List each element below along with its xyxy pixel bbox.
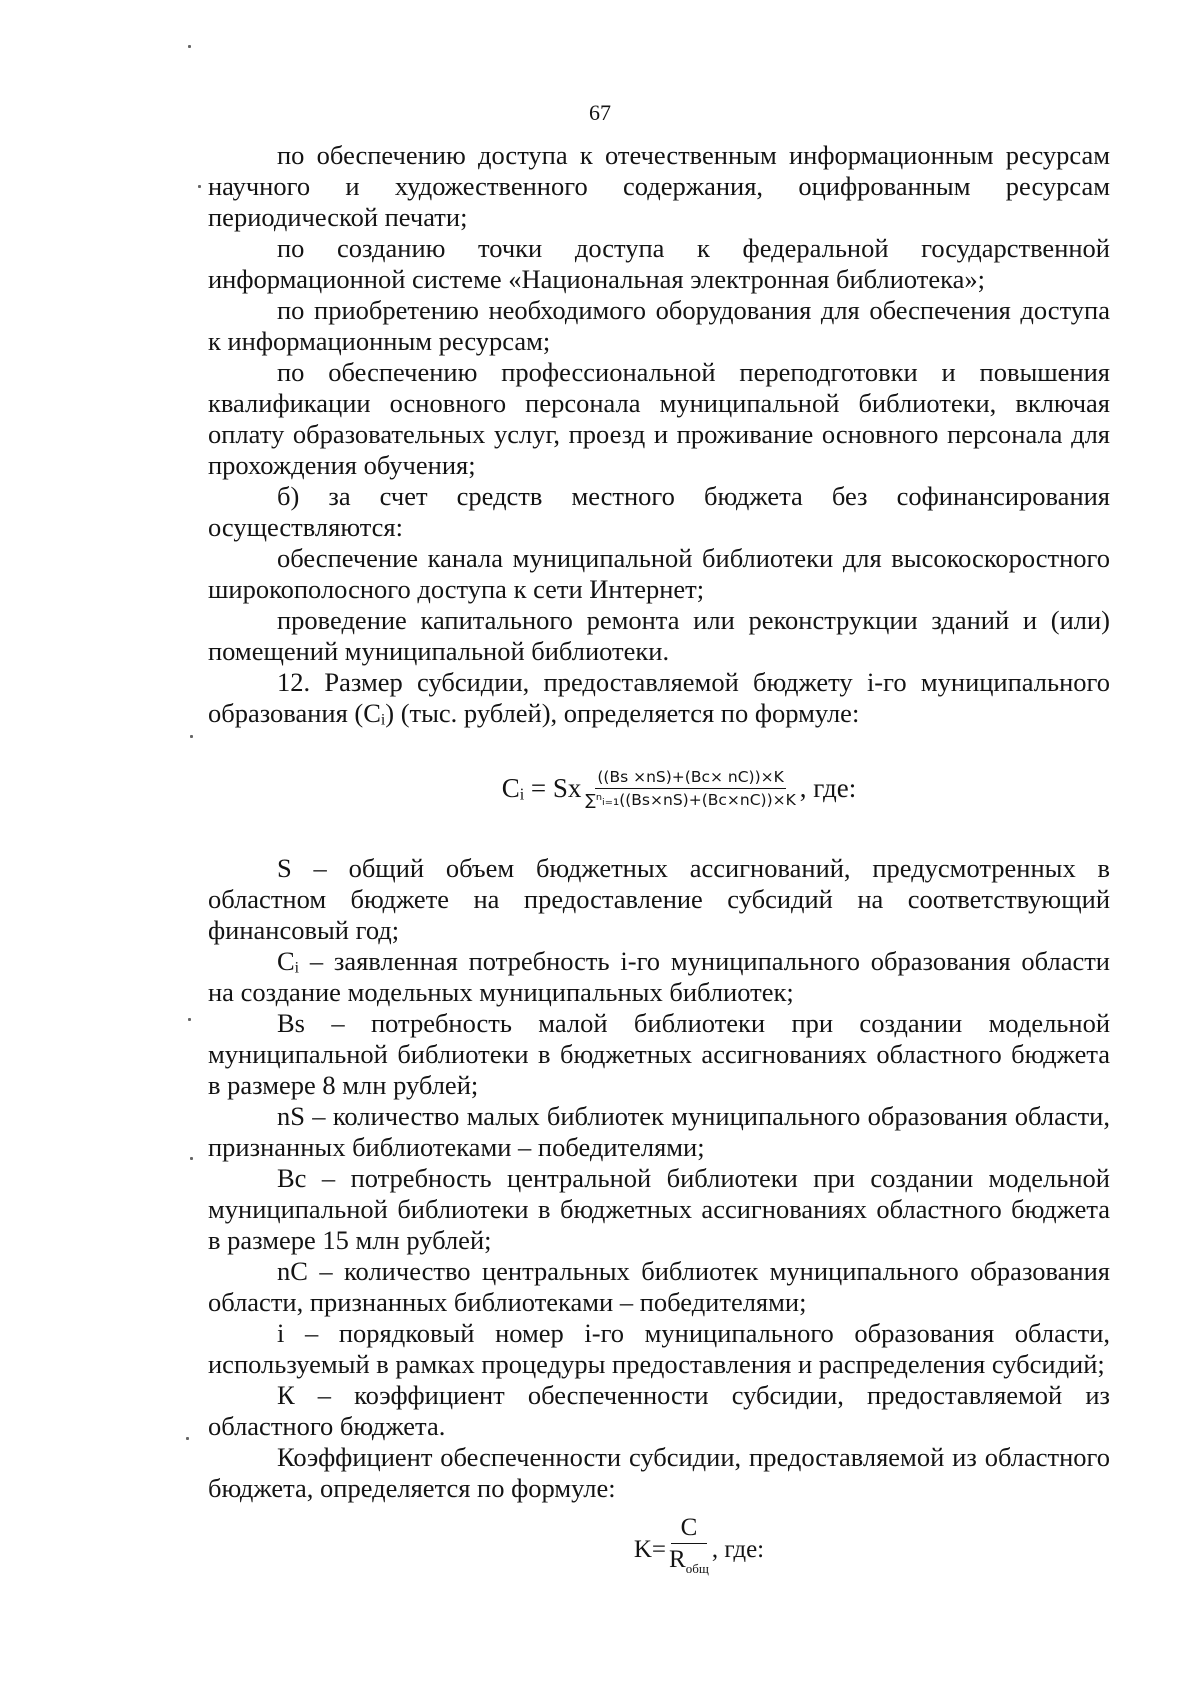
k-formula-intro: Коэффициент обеспеченности субсидии, предоставляемой из областного бюджета, определяется по формуле: [208, 1442, 1110, 1503]
paragraph: по обеспечению профессиональной переподготовки и повышения квалификации основного персонала муниципальной библиотеки, включая оплату образовательных услуг, проезд и проживание основного персонала для прохождения обучения; [208, 357, 1110, 480]
k-formula-numerator: C [671, 1513, 708, 1544]
k-formula-lhs: K= [633, 1535, 667, 1563]
formula-numerator: ((Bs ×nS)+(Bc× nC))×K [595, 766, 785, 789]
definition-ci: Cᵢ – заявленная потребность i-го муниципального образования области на создание модельных муниципальных библиотек; [208, 946, 1110, 1007]
scan-speck [190, 735, 193, 738]
formula-lhs: Cᵢ = Sx [501, 772, 582, 803]
paragraph: по обеспечению доступа к отечественным информационным ресурсам научного и художественного содержания, оцифрованным ресурсам периодической печати; [208, 140, 1110, 232]
k-denominator-symbol: R [669, 1546, 686, 1573]
scan-speck [188, 1018, 191, 1021]
definition-i: i – порядковый номер i-го муниципального образования области, используемый в рамках процедуры предоставления и распределения субсидий; [208, 1318, 1110, 1379]
document-body [208, 140, 1110, 1586]
paragraph: обеспечение канала муниципальной библиотеки для высокоскоростного широкополосного доступа к сети Интернет; [208, 543, 1110, 604]
scan-speck [190, 1157, 193, 1160]
paragraph: б) за счет средств местного бюджета без софинансирования осуществляются: [208, 481, 1110, 542]
paragraph: 12. Размер субсидии, предоставляемой бюджету i-го муниципального образования (Cᵢ) (тыс. рублей), определяется по формуле: [208, 667, 1110, 728]
subsidy-formula [208, 755, 1110, 821]
paragraph: по созданию точки доступа к федеральной государственной информационной системе «Национальная электронная библиотека»; [208, 233, 1110, 294]
paragraph: проведение капитального ремонта или реконструкции зданий и (или) помещений муниципальной библиотеки. [208, 605, 1110, 666]
scan-speck [188, 45, 191, 48]
definition-bs: Bs – потребность малой библиотеки при создании модельной муниципальной библиотеки в бюджетных ассигнованиях областного бюджета в размере 8 млн рублей; [208, 1008, 1110, 1100]
coefficient-formula [208, 1512, 1110, 1586]
formula-fraction [583, 766, 797, 811]
formula-tail: , где: [799, 772, 857, 803]
definition-ns: nS – количество малых библиотек муниципального образования области, признанных библиотеками – победителями; [208, 1101, 1110, 1162]
definition-bc: Bc – потребность центральной библиотеки при создании модельной муниципальной библиотеки в бюджетных ассигнованиях областного бюджета в размере 15 млн рублей; [208, 1163, 1110, 1255]
definition-nc: nC – количество центральных библиотек муниципального образования области, признанных библиотеками – победителями; [208, 1256, 1110, 1317]
scan-speck [198, 185, 201, 188]
k-formula-fraction [669, 1513, 709, 1585]
formula-denominator: ∑ⁿᵢ₌₁((Bs×nS)+(Bc×nC))×K [585, 790, 796, 809]
definition-s: S – общий объем бюджетных ассигнований, предусмотренных в областном бюджете на предоставление субсидий на соответствующий финансовый год; [208, 853, 1110, 945]
k-formula-tail: , где: [711, 1535, 765, 1563]
k-formula-denominator [669, 1544, 709, 1585]
k-denominator-subscript: общ [685, 1561, 709, 1576]
definition-k: К – коэффициент обеспеченности субсидии, предоставляемой из областного бюджета. [208, 1380, 1110, 1441]
page-number: 67 [589, 100, 611, 125]
scan-speck [186, 1437, 189, 1440]
paragraph: по приобретению необходимого оборудования для обеспечения доступа к информационным ресурсам; [208, 295, 1110, 356]
